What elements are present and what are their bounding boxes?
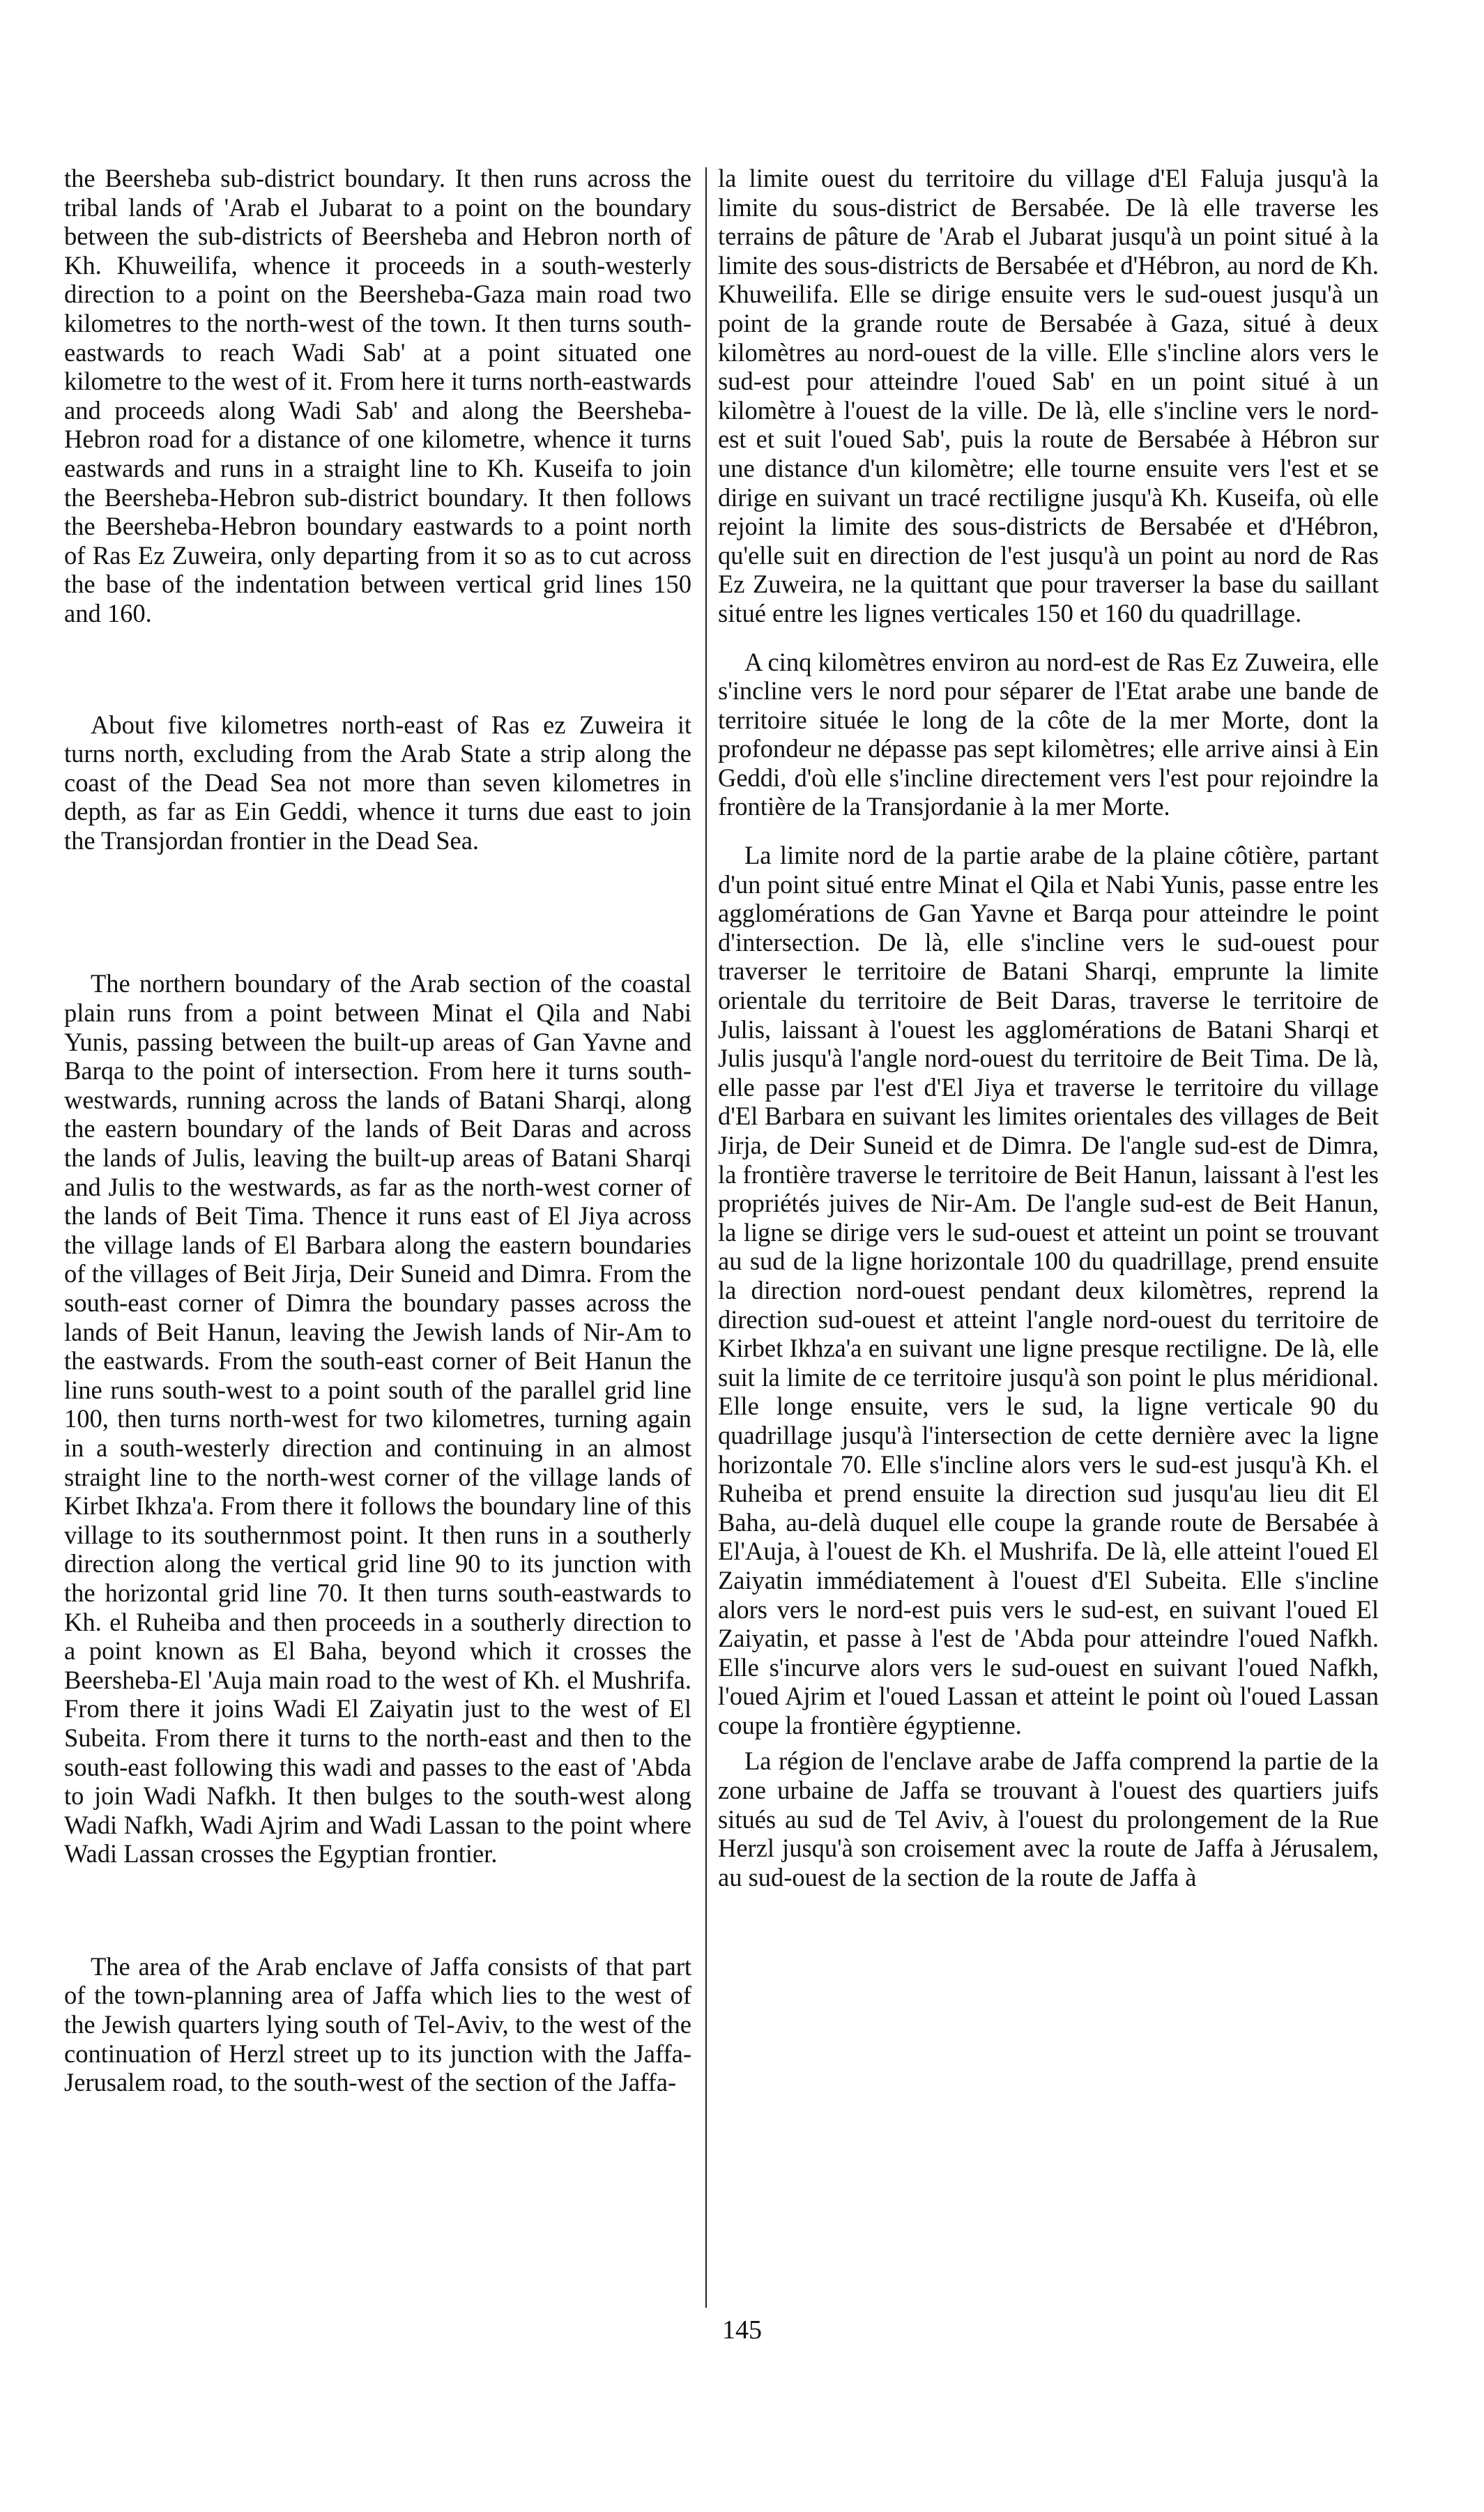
page-number: 145 [722, 2315, 762, 2345]
english-paragraph: The area of the Arab enclave of Jaffa consists of that part of the town-planning area of Jaffa which lies to the west of the Jewish quarters lying south of Tel-Aviv, to the west of the continuation of Herzl street up to its junction with the Jaffa-Jerusalem road, to the south-west of the section of the Jaffa- [64, 1951, 691, 2097]
english-paragraph: About five kilometres north-east of Ras ez Zuweira it turns north, excluding from the Arab State a strip along the coast of the Dead Sea not more than seven kilometres in depth, as far as Ein Geddi, whence it turns due east to join the Transjordan frontier in the Dead Sea. [64, 710, 691, 855]
french-column [718, 164, 1379, 1891]
french-paragraph: La région de l'enclave arabe de Jaffa comprend la partie de la zone urbaine de Jaffa se trouvant à l'ouest des quartiers juifs situés au sud de Tel Aviv, à l'ouest du prolongement de la Rue Herzl jusqu'à son croisement avec la route de Jaffa à Jérusalem, au sud-ouest de la section de la route de Jaffa à [718, 1746, 1379, 1891]
french-paragraph: A cinq kilomètres environ au nord-est de Ras Ez Zuweira, elle s'incline vers le nord pour séparer de l'Etat arabe une bande de territoire située le long de la côte de la mer Morte, dont la profondeur ne dépasse pas sept kilomètres; elle arrive ainsi à Ein Geddi, d'où elle s'incline directement vers l'est pour rejoindre la frontière de la Transjordanie à la mer Morte. [718, 647, 1379, 821]
english-paragraph: the Beersheba sub-district boundary. It then runs across the tribal lands of 'Arab el Jubarat to a point on the boundary between the sub-districts of Beersheba and Hebron north of Kh. Khuweilifa, whence it proceeds in a south-westerly direction to a point on the Beersheba-Gaza main road two kilometres to the north-west of the town. It then turns south-eastwards to reach Wadi Sab' at a point situated one kilometre to the west of it. From here it turns north-eastwards and proceeds along Wadi Sab' and along the Beersheba-Hebron road for a distance of one kilometre, whence it turns eastwards and runs in a straight line to Kh. Kuseifa to join the Beersheba-Hebron sub-district boundary. It then follows the Beersheba-Hebron boundary eastwards to a point north of Ras Ez Zuweira, only departing from it so as to cut across the base of the indentation between vertical grid lines 150 and 160. [64, 164, 691, 627]
french-paragraph: la limite ouest du territoire du village d'El Faluja jusqu'à la limite du sous-district de Bersabée. De là elle traverse les terrains de pâture de 'Arab el Jubarat jusqu'à un point situé à la limite des sous-districts de Bersabée et d'Hébron, au nord de Kh. Khuweilifa. Elle se dirige ensuite vers le sud-ouest jusqu'à un point de la grande route de Bersabée à Gaza, situé à deux kilomètres au nord-ouest de la ville. Elle s'incline alors vers le sud-est pour atteindre l'oued Sab' en un point situé à un kilomètre à l'ouest de la ville. De là, elle s'incline vers le nord-est et suit l'oued Sab', puis la route de Bersabée à Hébron sur une distance d'un kilomètre; elle tourne ensuite vers l'est et se dirige en suivant un tracé rectiligne jusqu'à Kh. Kuseifa, où elle rejoint la limite des sous-districts de Bersabée et d'Hébron, qu'elle suit en direction de l'est jusqu'à un point au nord de Ras Ez Zuweira, ne la quittant que pour traverser la base du saillant situé entre les lignes verticales 150 et 160 du quadrillage. [718, 164, 1379, 627]
french-paragraph: La limite nord de la partie arabe de la plaine côtière, partant d'un point situé entre Minat el Qila et Nabi Yunis, passe entre les agglomérations de Gan Yavne et Barqa pour atteindre le point d'intersection. De là, elle s'incline vers le sud-ouest pour traverser le territoire de Batani Sharqi, emprunte la limite orientale du territoire de Beit Daras, traverse le territoire de Julis, laissant à l'ouest les agglomérations de Batani Sharqi et Julis jusqu'à l'angle nord-ouest du territoire de Beit Tima. De là, elle passe par l'est d'El Jiya et traverse le territoire du village d'El Barbara en suivant les limites orientales des villages de Beit Jirja, de Deir Suneid et de Dimra. De l'angle sud-est de Dimra, la frontière traverse le territoire de Beit Hanun, laissant à l'est les propriétés juives de Nir-Am. De l'angle sud-est de Beit Hanun, la ligne se dirige vers le sud-ouest et atteint un point se trouvant au sud de la ligne horizontale 100 du quadrillage, prend ensuite la direction nord-ouest pendant deux kilomètres, reprend la direction sud-ouest et atteint l'angle nord-ouest du territoire de Kirbet Ikhza'a en suivant une ligne presque rectiligne. De là, elle suit la limite de ce territoire jusqu'à son point le plus méridional. Elle longe ensuite, vers le sud, la ligne verticale 90 du quadrillage jusqu'à l'intersection de cette dernière avec la ligne horizontale 70. Elle s'incline alors vers le sud-est jusqu'à Kh. el Ruheiba et prend ensuite la direction sud jusqu'au lieu dit El Baha, au-delà duquel elle coupe la grande route de Bersabée à El'Auja, à l'ouest de Kh. el Mushrifa. De là, elle atteint l'oued El Zaiyatin immédiatement à l'ouest d'El Subeita. Elle s'incline alors vers le nord-est puis vers le sud-est, en suivant l'oued El Zaiyatin, et passe à l'est de 'Abda pour atteindre l'oued Nafkh. Elle s'incurve alors vers le sud-ouest en suivant l'oued Nafkh, l'oued Ajrim et l'oued Lassan et atteint le point où l'oued Lassan coupe la frontière égyptienne. [718, 841, 1379, 1740]
english-paragraph: The northern boundary of the Arab section of the coastal plain runs from a point between Minat el Qila and Nabi Yunis, passing between the built-up areas of Gan Yavne and Barqa to the point of intersection. From here it turns south-westwards, running across the lands of Batani Sharqi, along the eastern boundary of the lands of Beit Daras and across the lands of Julis, leaving the built-up areas of Batani Sharqi and Julis to the westwards, as far as the north-west corner of the lands of Beit Tima. Thence it runs east of El Jiya across the village lands of El Barbara along the eastern boundaries of the villages of Beit Jirja, Deir Suneid and Dimra. From the south-east corner of Dimra the boundary passes across the lands of Beit Hanun, leaving the Jewish lands of Nir-Am to the eastwards. From the south-east corner of Beit Hanun the line runs south-west to a point south of the parallel grid line 100, then turns north-west for two kilometres, turning again in a south-westerly direction and continuing in an almost straight line to the north-west corner of the village lands of Kirbet Ikhza'a. From there it follows the boundary line of this village to its southernmost point. It then runs in a southerly direction along the vertical grid line 90 to its junction with the horizontal grid line 70. It then turns south-eastwards to Kh. el Ruheiba and then proceeds in a southerly direction to a point known as El Baha, beyond which it crosses the Beersheba-El 'Auja main road to the west of Kh. el Mushrifa. From there it joins Wadi El Zaiyatin just to the west of El Subeita. From there it turns to the north-east and then to the south-east following this wadi and passes to the east of 'Abda to join Wadi Nafkh. It then bulges to the south-west along Wadi Nafkh, Wadi Ajrim and Wadi Lassan to the point where Wadi Lassan crosses the Egyptian frontier. [64, 969, 691, 1868]
column-divider [705, 167, 707, 2308]
english-column [64, 164, 691, 2097]
